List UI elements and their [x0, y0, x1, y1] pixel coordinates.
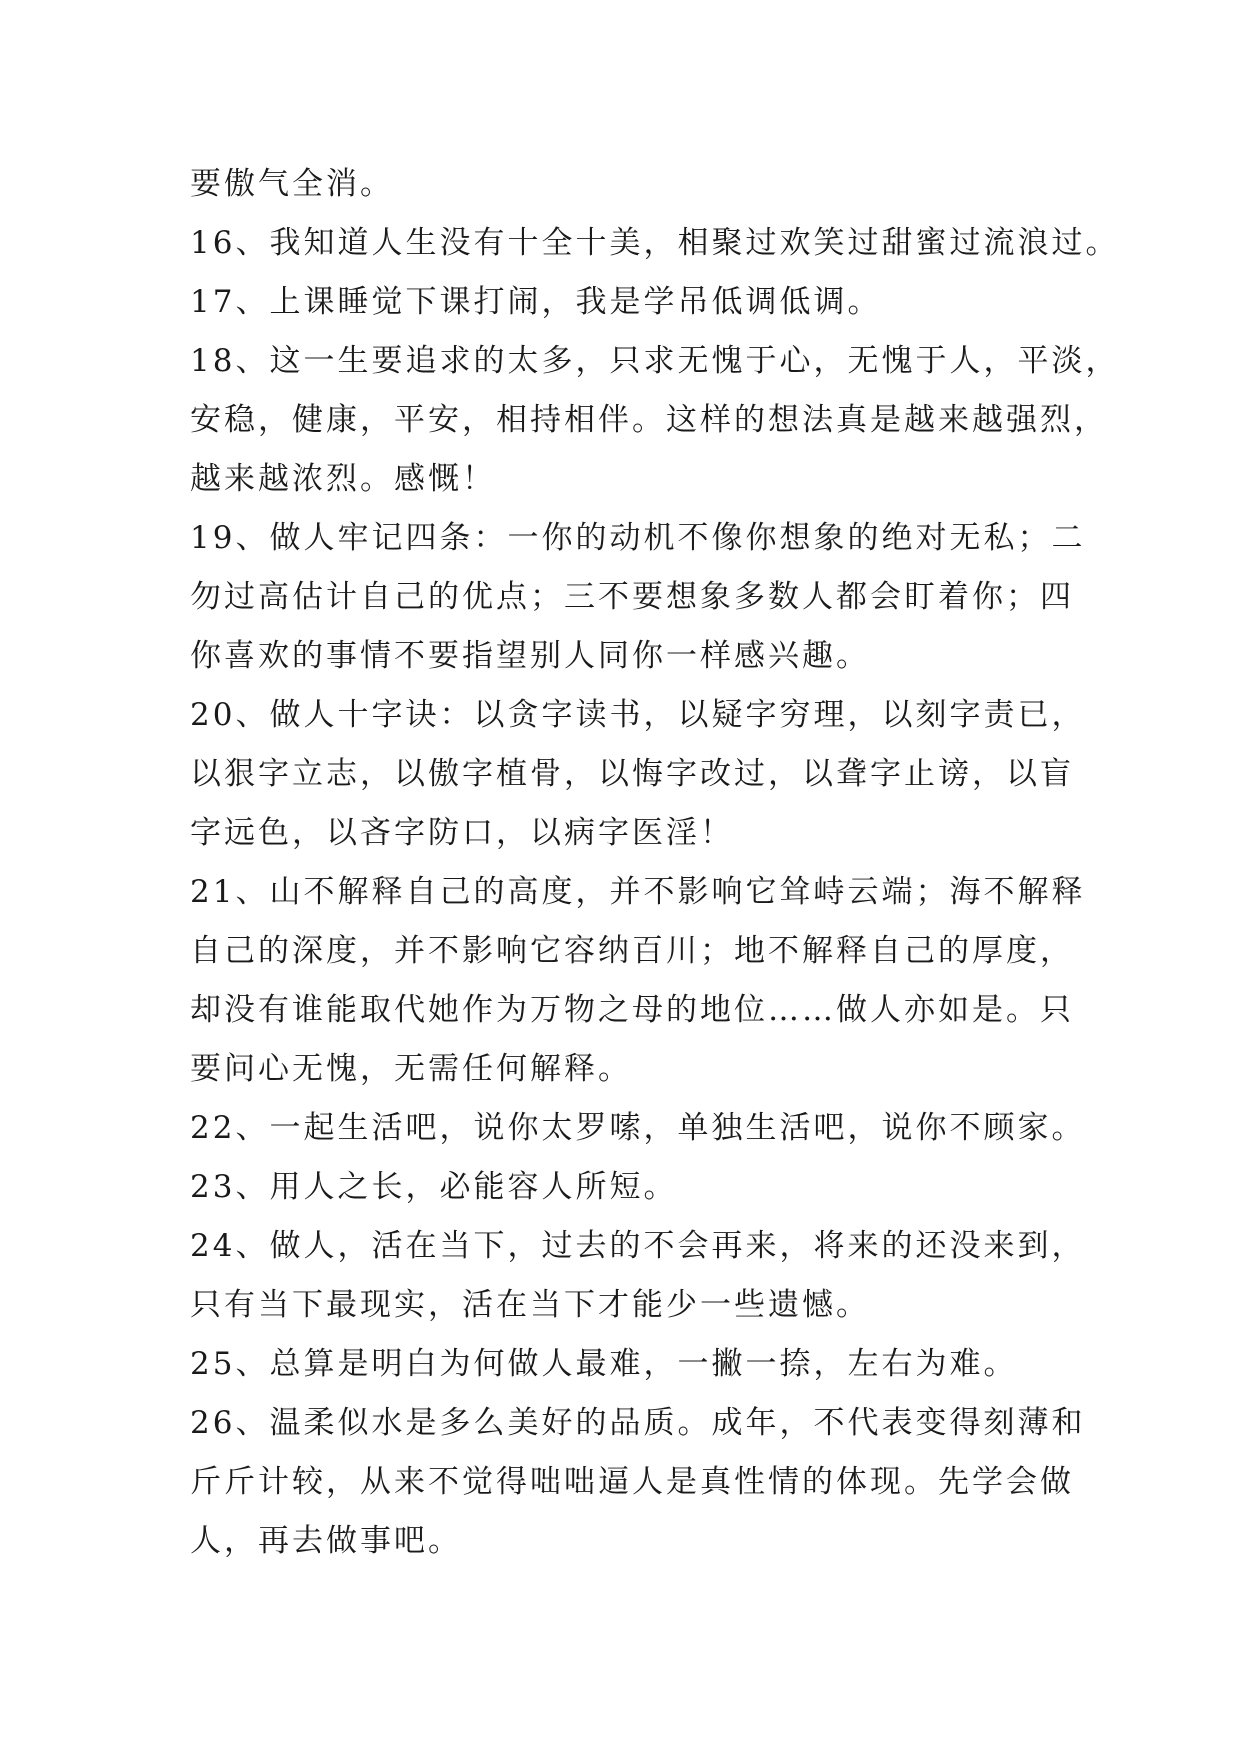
- document-body: [190, 155, 1120, 1571]
- text-line: 斤斤计较，从来不觉得咄咄逼人是真性情的体现。先学会做: [190, 1464, 1074, 1500]
- text-line: 要傲气全消。: [190, 166, 394, 202]
- text-line: 19、做人牢记四条：一你的动机不像你想象的绝对无私；二: [190, 520, 1086, 556]
- text-line: 安稳，健康，平安，相持相伴。这样的想法真是越来越强烈，: [190, 402, 1108, 438]
- text-line: 却没有谁能取代她作为万物之母的地位……做人亦如是。只: [190, 992, 1074, 1028]
- text-line: 20、做人十字诀：以贪字读书，以疑字穷理，以刻字责已，: [190, 697, 1086, 733]
- text-line: 越来越浓烈。感慨！: [190, 461, 496, 497]
- text-line: 以狠字立志，以傲字植骨，以悔字改过，以聋字止谤，以盲: [190, 756, 1074, 792]
- text-line: 26、温柔似水是多么美好的品质。成年，不代表变得刻薄和: [190, 1405, 1086, 1441]
- text-line: 只有当下最现实，活在当下才能少一些遗憾。: [190, 1287, 870, 1323]
- text-line: 字远色，以吝字防口，以病字医淫！: [190, 815, 734, 851]
- text-line: 你喜欢的事情不要指望别人同你一样感兴趣。: [190, 638, 870, 674]
- text-line: 勿过高估计自己的优点；三不要想象多数人都会盯着你；四: [190, 579, 1074, 615]
- text-line: 18、这一生要追求的太多，只求无愧于心，无愧于人，平淡，: [190, 343, 1120, 379]
- text-line: 17、上课睡觉下课打闹，我是学吊低调低调。: [190, 284, 882, 320]
- text-line: 25、总算是明白为何做人最难，一撇一捺，左右为难。: [190, 1346, 1018, 1382]
- text-line: 24、做人，活在当下，过去的不会再来，将来的还没来到，: [190, 1228, 1086, 1264]
- text-line: 要问心无愧，无需任何解释。: [190, 1051, 632, 1087]
- text-line: 16、我知道人生没有十全十美，相聚过欢笑过甜蜜过流浪过。: [190, 225, 1120, 261]
- text-line: 21、山不解释自己的高度，并不影响它耸峙云端；海不解释: [190, 874, 1086, 910]
- text-line: 自己的深度，并不影响它容纳百川；地不解释自己的厚度，: [190, 933, 1074, 969]
- text-line: 人，再去做事吧。: [190, 1523, 462, 1559]
- text-line: 23、用人之长，必能容人所短。: [190, 1169, 678, 1205]
- text-line: 22、一起生活吧，说你太罗嗦，单独生活吧，说你不顾家。: [190, 1110, 1086, 1146]
